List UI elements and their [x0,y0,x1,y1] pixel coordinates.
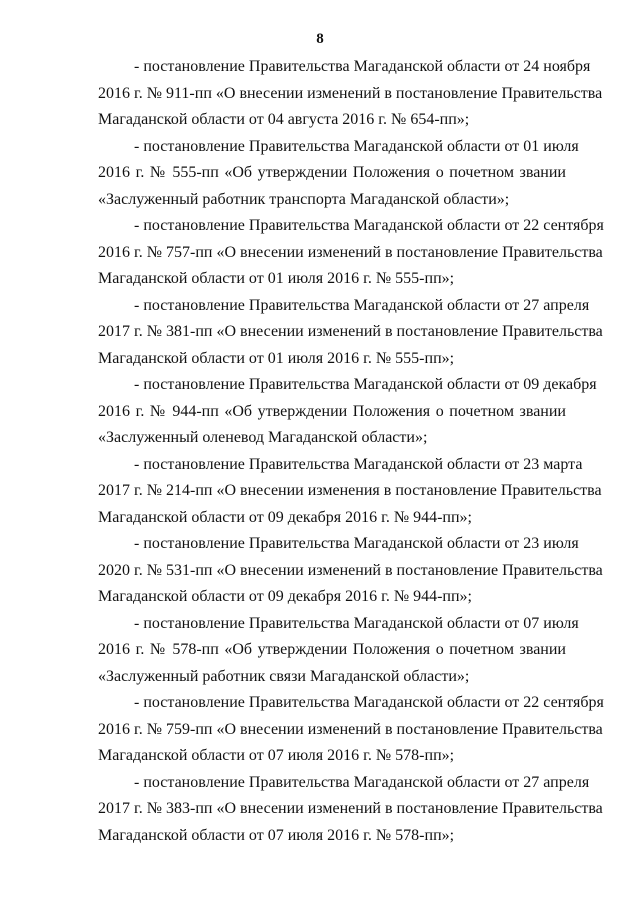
list-item [98,293,603,373]
text-line: - постановление Правительства Магаданской области от 09 декабря [134,376,597,393]
text-line: Магаданской области от 07 июля 2016 г. № 578-пп»; [98,747,455,764]
list-item [98,213,604,293]
text-line: 2016 г. № 578-пп «Об утверждении Положения о почетном звании [98,641,566,658]
list-item [98,770,603,850]
text-line: - постановление Правительства Магаданской области от 23 марта [134,455,583,473]
text-line: 2017 г. № 214-пп «О внесении изменения в постановление Правительства [98,482,602,499]
list-item [98,54,603,134]
text-line: Магаданской области от 07 июля 2016 г. № 578-пп»; [98,826,455,844]
list-item [98,531,603,611]
text-line: 2016 г. № 555-пп «Об утверждении Положения о почетном звании [98,164,566,181]
text-line: 2016 г. № 757-пп «О внесении изменений в постановление Правительства [98,243,603,261]
text-line: - постановление Правительства Магаданской области от 22 сентября [134,217,604,234]
text-line: Магаданской области от 01 июля 2016 г. № 555-пп»; [98,270,455,287]
list-item [98,134,579,214]
text-line: 2017 г. № 381-пп «О внесении изменений в постановление Правительства [98,323,603,340]
text-line: 2016 г. № 944-пп «Об утверждении Положения о почетном звании [98,402,566,420]
text-line: Магаданской области от 09 декабря 2016 г. № 944-пп»; [98,508,472,526]
text-line: - постановление Правительства Магаданской области от 22 сентября [134,694,604,711]
text-line: Магаданской области от 09 декабря 2016 г. № 944-пп»; [98,588,472,605]
text-line: 2016 г. № 759-пп «О внесении изменений в постановление Правительства [98,720,603,738]
list-item [98,372,597,452]
text-line: - постановление Правительства Магаданской области от 07 июля [134,614,579,632]
text-line: 2020 г. № 531-пп «О внесении изменений в постановление Правительства [98,561,603,579]
list-item [98,690,604,770]
text-line: «Заслуженный оленевод Магаданской области»; [98,429,428,446]
text-line: Магаданской области от 04 августа 2016 г. № 654-пп»; [98,111,470,128]
text-line: - постановление Правительства Магаданской области от 27 апреля [134,296,590,314]
text-line: 2016 г. № 911-пп «О внесении изменений в постановление Правительства [98,84,603,102]
list-item [98,452,602,532]
text-line: - постановление Правительства Магаданской области от 27 апреля [134,773,590,791]
page-number: 8 [316,31,324,47]
text-line: - постановление Правительства Магаданской области от 01 июля [134,137,579,155]
text-line: «Заслуженный работник транспорта Магаданской области»; [98,190,510,208]
text-line: - постановление Правительства Магаданской области от 23 июля [134,535,579,552]
text-line: - постановление Правительства Магаданской области от 24 ноября [134,58,591,75]
document-body [98,54,604,849]
list-item [98,611,579,691]
text-line: 2017 г. № 383-пп «О внесении изменений в постановление Правительства [98,800,603,817]
text-line: «Заслуженный работник связи Магаданской области»; [98,667,470,685]
text-line: Магаданской области от 01 июля 2016 г. № 555-пп»; [98,349,455,367]
